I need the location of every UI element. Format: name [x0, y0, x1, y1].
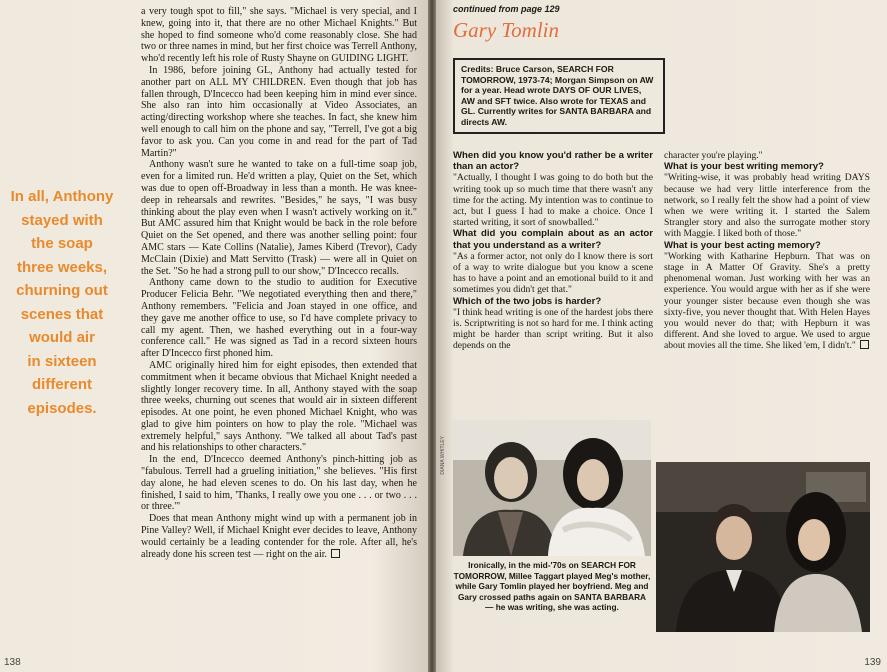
- pull-quote: [6, 185, 118, 420]
- interview-question: What is your best writing memory?: [664, 161, 824, 173]
- pull-quote-line: In all, Anthony: [10, 188, 114, 205]
- article-paragraph: AMC originally hired him for eight episodes, then extended that commitment when it became obvious that Michael Knight needed a slightly longer recovery time. In all, Anthony stayed with the soap three weeks, churning out scenes that would air in sixteen different episodes. At one point, he even phoned Michael Knight, who was glad to give him pointers on how to play the role. "Michael was extremely helpful," says Anthony. "We talked all about Tad's past and his relationships to other characters.": [141, 359, 417, 454]
- interview-question: When did you know you'd rather be a writer than an actor?: [453, 150, 653, 173]
- pull-quote-line: three weeks,: [16, 258, 108, 276]
- photo-couple-image: [656, 462, 870, 632]
- pull-quote-line: churning out: [16, 282, 108, 299]
- article-paragraph: a very tough spot to fill," she says. "Michael is very special, and I knew, going into it, that there are no other Michael Knights." But she hoped to find someone who'd come reasonably close. She had two or three names in mind, but her first choice was Terrell Anthony, who'd recently left his role of Rusty Shayne on GUIDING LIGHT.: [141, 6, 417, 65]
- interview-question: What is your best acting memory?: [664, 239, 821, 251]
- pull-quote-line: different: [32, 376, 92, 393]
- article-paragraph: Anthony came down to the studio to audition for Executive Producer Felicia Behr. "We negotiated everything then and there," Anthony remembers. "Felicia and Joan stayed in one office, and they gave me another office to use, so I'd have complete privacy to call my agent. Then, we hashed everything out in a four-way conference call." He was signed as Tad in a record sixteen hours after D'Incecco first phoned him.: [141, 277, 417, 360]
- article-paragraph: In the end, D'Incecco deemed Anthony's pinch-hitting job as "fabulous. Terrell had a grueling initiation," she believes. "His first day alone, he had eleven scenes to do. On his last day, when he finished, I said to him, 'Thanks, I really owe you one . . . or two . . . or three.'": [141, 454, 417, 513]
- pull-quote-line: the soap: [31, 235, 93, 252]
- pull-quote-line: in sixteen: [27, 352, 97, 370]
- interview-column-1: [453, 150, 653, 352]
- page-gutter: [428, 0, 436, 672]
- photo-two-women: [453, 420, 651, 556]
- article-paragraph-text: Does that mean Anthony might wind up with a permanent job in Pine Valley? Well, if Michael Knight ever decides to leave, Anthony would certainly be a leading contender for the role. After all, he's already done his screen test — right on the air.: [141, 513, 417, 560]
- photo-two-women-image: [453, 420, 651, 556]
- interview-answer: "I think head writing is one of the hardest jobs there is. Scriptwriting is not so hard for me. I think acting might be harder than script writing. But it also depends on the: [453, 306, 653, 352]
- end-mark-icon: [331, 549, 340, 558]
- interview-answer: [664, 251, 870, 352]
- pull-quote-line: would air: [29, 329, 95, 346]
- pull-quote-line: scenes that: [20, 305, 104, 323]
- photo-credit: DIANA WHITLEY: [440, 436, 446, 475]
- page-number: 138: [4, 657, 21, 668]
- interview-question: Which of the two jobs is harder?: [453, 295, 602, 307]
- continued-note: continued from page 129: [453, 4, 560, 14]
- article-column: [141, 6, 417, 560]
- interview-answer: "Writing-wise, it was probably head writing DAYS because we had very little interference from the network, so I really felt the show had a point of view when we were writing it. I started the Salem Strangler story and also the surrogate mother story with Maggie. I liked both of those.": [664, 172, 870, 240]
- pull-quote-line: stayed with: [21, 211, 103, 229]
- profile-name: Gary Tomlin: [453, 18, 559, 42]
- interview-answer-text: "Working with Katharine Hepburn. That was on stage in A Matter Of Gravity. She's a pretty phenomenal woman. Just working with her was an experience. You would argue with her as if she were your younger sister because even though she was sixty-five, you never thought that. With Helen Hayes you would never do that; with Hepburn it was different. And she loved to argue. We used to argue about movies all the time. She liked 'em, I didn't.": [664, 250, 870, 352]
- interview-answer: character you're playing.": [664, 150, 763, 161]
- interview-question: What did you complain about as an actor that you understand as a writer?: [453, 228, 653, 251]
- interview-answer: "As a former actor, not only do I know there is sort of a way to write dialogue but you know a scene has to have a point and an emotional build to it and sometimes you didn't get that.": [453, 250, 653, 296]
- interview-answer: "Actually, I thought I was going to do both but the writing took up so much time that there wasn't any time for the acting. My intention was to continue to act, but I guess I had to make a choice. Once I started writing, it sort of snowballed.": [453, 172, 653, 229]
- page-number: 139: [864, 657, 881, 668]
- left-page: [0, 0, 438, 672]
- end-mark-icon: [860, 340, 869, 349]
- photo-caption: Ironically, in the mid-'70s on SEARCH FOR TOMORROW, Millee Taggart played Meg's mother, while Gary Tomlin played her boyfriend. Meg and Gary crossed paths again on SANTA BARBARA — he was writing, she was acting.: [453, 560, 651, 612]
- photo-couple: [656, 462, 870, 632]
- right-page: [431, 0, 887, 672]
- article-paragraph: In 1986, before joining GL, Anthony had actually tested for another part on ALL MY CHILDREN. Even though that job has fallen through, D'Incecco had been keeping him in mind ever since. She also ran into him occasionally at Video Associates, an acting/directing workshop where she teaches. In fact, she knew him well enough to call him on the phone and say, "Terrell, I've got a big favor to ask you. Can you come in and read for the part of Tad Martin?": [141, 64, 417, 159]
- article-paragraph: Anthony wasn't sure he wanted to take on a full-time soap job, even for a limited run. He'd written a play, Quiet on the Set, which was due to open off-Broadway in less than a month. He was knee-deep in rehearsals and rewrites. "Besides," he says, "I was busy thinking about the play even when I wasn't actively working on it." But AMC assured him that Knight would be back in the role before Quiet on the Set opened, and there was another selling point: four AMC stars — Kate Collins (Natalie), James Kiberd (Trevor), Cady McClain (Dixie) and Matt Servitto (Trask) — were all in Quiet on the Set. "So he had a strong pull to our show," D'Incecco recalls.: [141, 159, 417, 277]
- interview-column-2: [664, 150, 870, 352]
- article-paragraph: [141, 513, 417, 560]
- credits-box: Credits: Bruce Carson, SEARCH FOR TOMORROW, 1973-74; Morgan Simpson on AW for a year. Head wrote DAYS OF OUR LIVES, AW and SFT twice. Also wrote for TEXAS and GL. Currently writes for SANTA BARBARA and directs AW.: [453, 58, 665, 134]
- pull-quote-line: episodes.: [27, 399, 97, 417]
